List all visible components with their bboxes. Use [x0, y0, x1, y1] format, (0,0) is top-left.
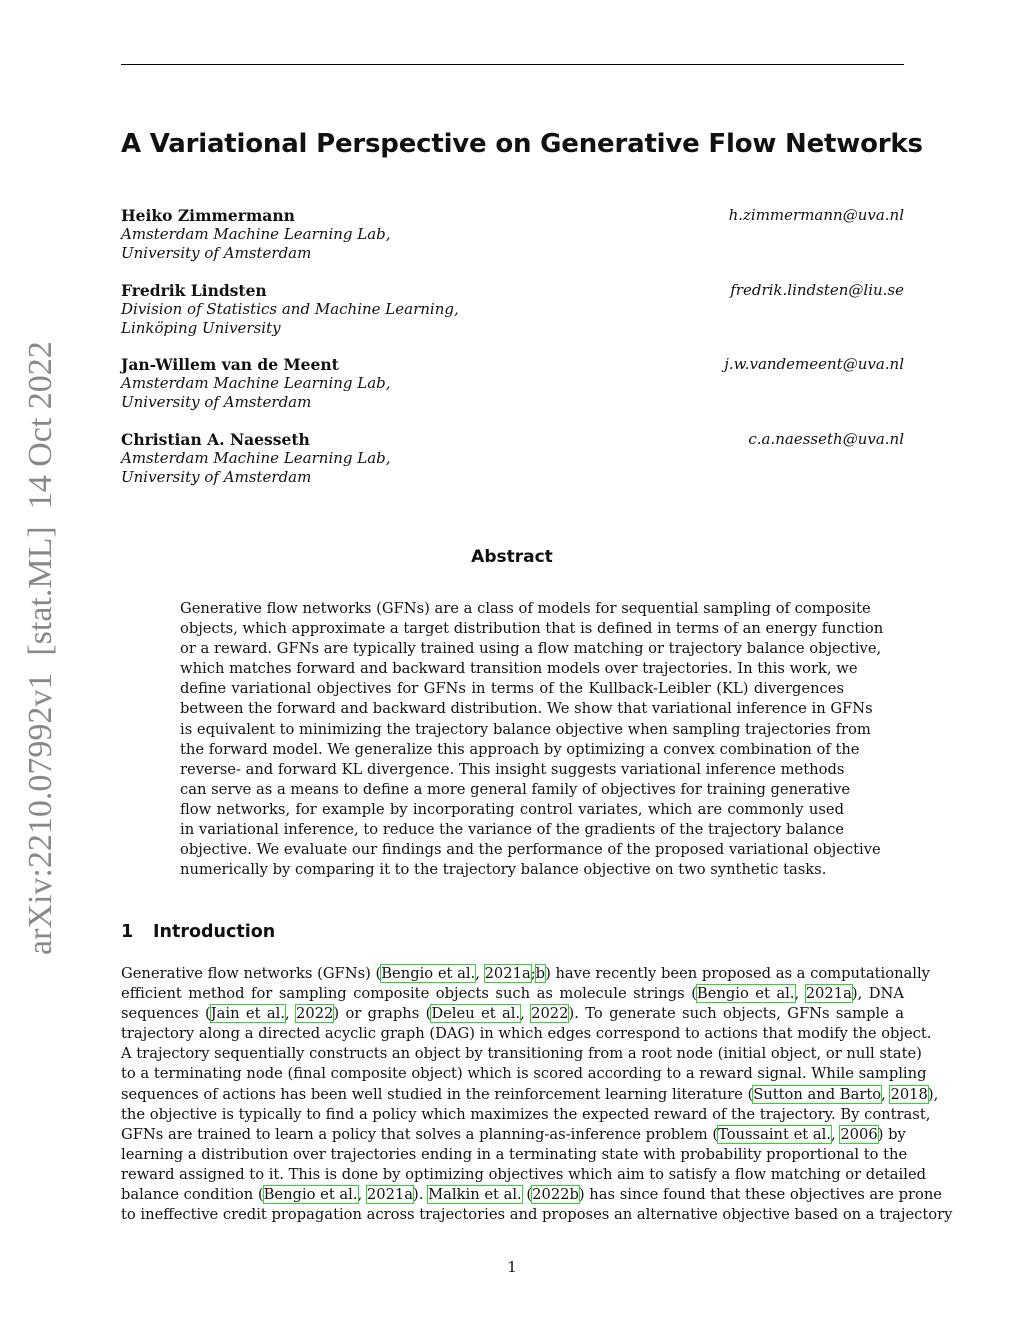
citation-link[interactable]: 2022: [531, 1005, 569, 1023]
text: ) or graphs (: [333, 1005, 432, 1023]
author-affiliation: University of Amsterdam: [121, 244, 312, 262]
author-block: [121, 355, 904, 412]
text: ).: [413, 1186, 429, 1204]
text: ) have recently been proposed as a computationally: [545, 965, 930, 982]
abstract-line: or a reward. GFNs are typically trained using a flow matching or trajectory balance objective,: [180, 640, 882, 658]
intro-line: [121, 984, 904, 1004]
intro-line: to ineffective credit propagation across trajectories and proposes an alternative objective based on a trajectory: [121, 1206, 953, 1224]
author-email[interactable]: h.zimmermann@uva.nl: [728, 206, 904, 224]
citation-link[interactable]: Bengio et al.: [263, 1186, 358, 1204]
author-affiliation: University of Amsterdam: [121, 393, 312, 411]
arxiv-identifier: arXiv:2210.07992v1 [stat.ML] 14 Oct 2022: [22, 341, 59, 955]
text: ),: [927, 1085, 939, 1103]
abstract-line: the forward model. We generalize this approach by optimizing a convex combination of the: [180, 740, 860, 758]
citation-link[interactable]: b: [535, 965, 546, 982]
text: ,: [475, 965, 485, 982]
citation-link[interactable]: 2021a: [366, 1186, 414, 1204]
text: sequences (: [121, 1005, 211, 1023]
citation-link[interactable]: 2022b: [532, 1186, 579, 1204]
author-name: Jan-Willem van de Meent: [121, 355, 339, 374]
text: ,: [830, 1125, 841, 1143]
citation-link[interactable]: Malkin et al.: [428, 1186, 522, 1204]
author-affiliation: Amsterdam Machine Learning Lab,: [121, 225, 391, 243]
text: GFNs are trained to learn a policy that solves a planning-as-inference problem (: [121, 1125, 719, 1143]
abstract-line: is equivalent to minimizing the trajectory balance objective when sampling trajectories from: [180, 720, 871, 738]
abstract-line: objects, which approximate a target distribution that is defined in terms of an energy function: [180, 620, 884, 638]
text: balance condition (: [121, 1186, 264, 1204]
author-affiliation: Division of Statistics and Machine Learning,: [121, 300, 459, 318]
author-affiliation: Linköping University: [121, 319, 281, 337]
text: ;: [530, 965, 536, 982]
abstract-line: which matches forward and backward transition models over trajectories. In this work, we: [180, 660, 858, 678]
citation-link[interactable]: Bengio et al.: [696, 985, 795, 1003]
citation-link[interactable]: 2006: [840, 1125, 878, 1143]
author-name: Heiko Zimmermann: [121, 206, 295, 225]
intro-line: [121, 964, 930, 984]
intro-line: learning a distribution over trajectories ending in a terminating state with probability proportional to the: [121, 1145, 908, 1163]
abstract-line: can serve as a means to define a more general family of objectives for training generative: [180, 780, 851, 798]
top-rule: [121, 64, 904, 65]
citation-link[interactable]: 2022: [296, 1005, 334, 1023]
introduction-body: [121, 964, 953, 1225]
intro-line: A trajectory sequentially constructs an object by transitioning from a root node (initial object, or null state): [121, 1045, 922, 1063]
section-title: Introduction: [153, 922, 276, 942]
intro-line: [121, 1004, 904, 1024]
author-block: [121, 206, 904, 263]
text: ,: [881, 1085, 891, 1103]
section-number: 1: [121, 922, 134, 942]
citation-link[interactable]: Bengio et al.: [381, 965, 476, 982]
text: efficient method for sampling composite objects such as molecule strings (: [121, 985, 697, 1003]
author-affiliation: Amsterdam Machine Learning Lab,: [121, 449, 391, 467]
text: ,: [285, 1005, 297, 1023]
intro-line: reward assigned to it. This is done by optimizing objectives which aim to satisfy a flow matching or detailed: [121, 1165, 927, 1183]
abstract-line: define variational objectives for GFNs in terms of the Kullback-Leibler (KL) divergences: [180, 680, 844, 698]
abstract-line: in variational inference, to reduce the variance of the gradients of the trajectory balance: [180, 821, 844, 839]
author-affiliation: Amsterdam Machine Learning Lab,: [121, 374, 391, 392]
author-block: [121, 281, 904, 338]
author-name: Christian A. Naesseth: [121, 430, 310, 449]
author-email[interactable]: fredrik.lindsten@liu.se: [730, 281, 904, 299]
abstract-line: Generative flow networks (GFNs) are a class of models for sequential sampling of composite: [180, 600, 871, 617]
section-heading: [121, 922, 275, 942]
citation-link[interactable]: Deleu et al.: [431, 1005, 521, 1023]
citation-link[interactable]: Jain et al.: [210, 1005, 285, 1023]
citation-link[interactable]: Sutton and Barto: [753, 1085, 882, 1103]
text: (: [521, 1186, 533, 1204]
text: ,: [357, 1186, 367, 1204]
author-name: Fredrik Lindsten: [121, 281, 267, 300]
abstract-heading: Abstract: [471, 547, 553, 567]
intro-line: to a terminating node (final composite object) which is scored according to a reward signal. While sampling: [121, 1065, 927, 1083]
citation-link[interactable]: 2021a: [484, 965, 531, 982]
intro-line: [121, 1125, 904, 1145]
text: ). To generate such objects, GFNs sample a: [568, 1005, 904, 1023]
text: ,: [794, 985, 806, 1003]
intro-line: trajectory along a directed acyclic graph (DAG) in which edges correspond to actions that modify the object.: [121, 1025, 932, 1043]
text: Generative flow networks (GFNs) (: [121, 965, 382, 982]
abstract-line: numerically by comparing it to the trajectory balance objective on two synthetic tasks.: [180, 861, 827, 879]
citation-link[interactable]: 2021a: [805, 985, 852, 1003]
paper-title: A Variational Perspective on Generative Flow Networks: [121, 129, 923, 159]
author-block: [121, 430, 904, 487]
author-email[interactable]: c.a.naesseth@uva.nl: [748, 430, 904, 448]
page-number: 1: [507, 1258, 517, 1276]
abstract-line: flow networks, for example by incorporating control variates, which are commonly used: [180, 800, 844, 818]
abstract-body: [180, 599, 884, 880]
intro-line: [121, 1185, 942, 1205]
intro-line: [121, 1085, 939, 1105]
author-email[interactable]: j.w.vandemeent@uva.nl: [724, 355, 904, 373]
text: ) has since found that these objectives are prone: [578, 1186, 942, 1204]
text: sequences of actions has been well studied in the reinforcement learning literature (: [121, 1085, 754, 1103]
abstract-line: objective. We evaluate our findings and the performance of the proposed variational objective: [180, 841, 881, 859]
text: ,: [520, 1005, 532, 1023]
author-affiliation: University of Amsterdam: [121, 468, 312, 486]
abstract-line: reverse- and forward KL divergence. This insight suggests variational inference methods: [180, 760, 845, 778]
citation-link[interactable]: Toussaint et al.: [718, 1125, 831, 1143]
text: ), DNA: [851, 985, 904, 1003]
intro-line: the objective is typically to find a policy which maximizes the expected reward of the trajectory. By contrast,: [121, 1105, 931, 1123]
citation-link[interactable]: 2018: [890, 1085, 928, 1103]
abstract-line: between the forward and backward distribution. We show that variational inference in GFNs: [180, 700, 873, 718]
text: ) by: [877, 1125, 906, 1143]
